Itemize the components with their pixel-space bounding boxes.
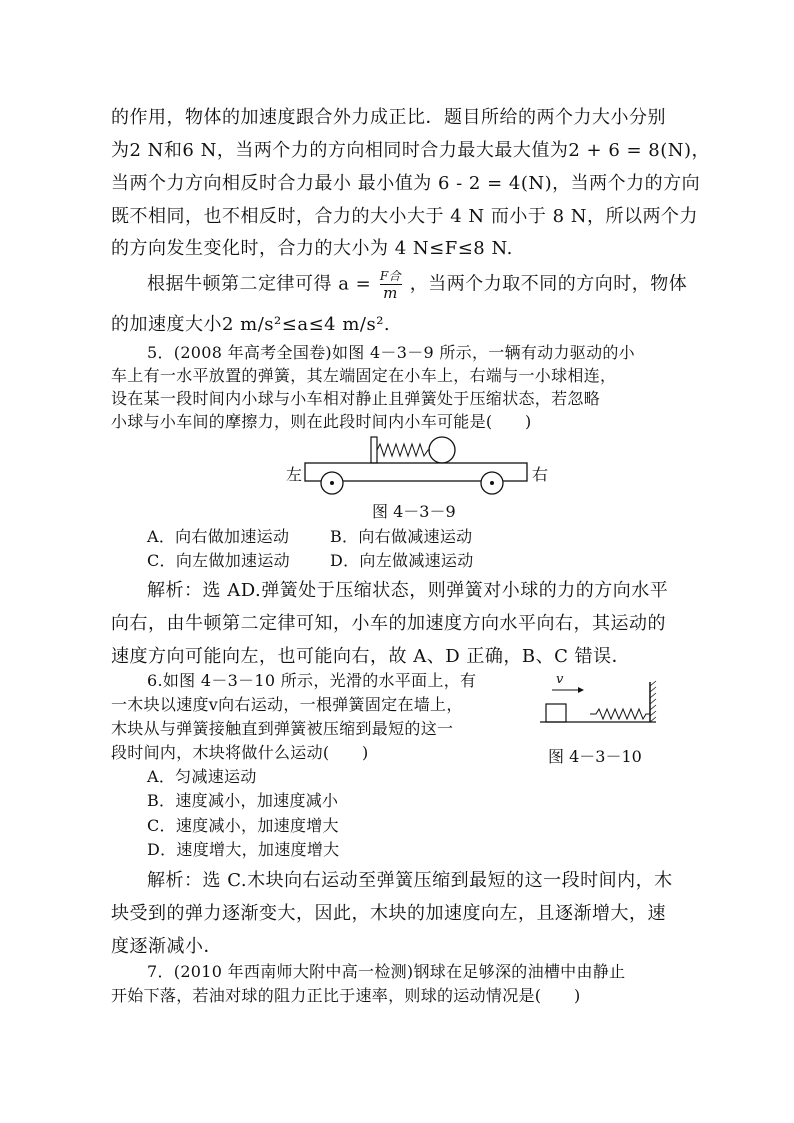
ans5-line-3: 速度方向可能向左，也可能向右，故 A、D 正确，B、C 错误． [111,646,631,667]
q6-option-a: A．匀减速运动 [147,767,257,786]
q6-line-4: 段时间内，木块将做什么运动( ) [111,743,369,762]
right-wheel-axle [490,481,494,485]
wall-hatching [650,681,656,722]
left-label: 左 [286,465,303,484]
ans6-line-2: 块受到的弹力逐渐变大，因此，木块的加速度向左，且逐渐增大，速 [111,903,666,924]
q6-line-2: 一木块以速度v向右运动，一根弹簧固定在墙上， [111,695,463,714]
ans6-line-1: 解析：选 C.木块向右运动至弹簧压缩到最短的这一段时间内，木 [147,870,673,891]
q5-option-d: D．向左做减速运动 [330,551,474,570]
figure-4-3-9 [280,432,560,502]
q7-line-1: 7．(2010 年西南师大附中高一检测)钢球在足够深的油槽中由静止 [147,962,626,981]
right-label: 右 [532,465,549,484]
q5-line-2: 车上有一水平放置的弹簧，其左端固定在小车上，右端与一小球相连， [111,366,617,385]
para2-after: ，当两个力取不同的方向时，物体 [409,273,688,295]
q6-option-d: D．速度增大，加速度增大 [147,840,340,859]
q6-line-3: 木块从与弹簧接触直到弹簧被压缩到最短的这一 [111,719,454,738]
para1-line-1: 的作用，物体的加速度跟合外力成正比．题目所给的两个力大小分别 [111,107,666,128]
ans5-line-1: 解析：选 AD.弹簧处于压缩状态，则弹簧对小球的力的方向水平 [147,580,669,601]
force-over-mass-fraction [380,268,402,301]
fraction-numerator: F合 [379,269,402,283]
figure-4-3-10-caption: 图 4－3－10 [548,747,642,766]
fraction-denominator: m [383,284,398,302]
q7-line-2: 开始下落，若油对球的阻力正比于速率，则球的运动情况是( ) [111,986,581,1005]
para1-line-3: 当两个力方向相反时合力最小 最小值为 6 - 2 = 4(N)，当两个力的方向 [111,173,701,194]
cart-spring-ball-diagram [280,432,560,502]
para2-line-2: 的加速度大小2 m/s²≤a≤4 m/s². [111,314,391,335]
q6-line-1: 6.如图 4－3－10 所示，光滑的水平面上，有 [147,671,477,690]
para1-line-4: 既不相同，也不相反时，合力的大小大于 4 N 而小于 8 N，所以两个力 [111,206,699,227]
ans5-line-2: 向右，由牛顿第二定律可知，小车的加速度方向水平向右，其运动的 [111,613,666,634]
figure-4-3-10 [540,672,666,726]
q6-option-b: B．速度减小，加速度减小 [147,791,339,810]
para2-before: 根据牛顿第二定律可得 a = [147,273,372,295]
q5-option-a: A．向右做加速运动 [147,527,290,546]
left-wheel-axle [330,481,334,485]
velocity-arrowhead-icon [578,687,584,693]
velocity-label: v [556,672,564,687]
q5-option-c: C．向左做加速运动 [147,551,290,570]
q5-option-b: B．向右做减速运动 [330,527,473,546]
spring [590,709,650,719]
para2-line-1 [147,268,687,301]
para1-line-2: 为2 N和6 N，当两个力的方向相同时合力最大最大值为2 + 6 = 8(N)， [111,140,711,161]
ball [429,437,455,463]
figure-4-3-9-caption: 图 4－3－9 [372,502,456,521]
block [546,704,566,722]
q5-line-1: 5．(2008 年高考全国卷)如图 4－3－9 所示，一辆有动力驱动的小 [147,343,635,362]
ans6-line-3: 度逐渐减小． [111,936,222,957]
q5-line-3: 设在某一段时间内小球与小车相对静止且弹簧处于压缩状态，若忽略 [111,389,601,408]
para1-line-5: 的方向发生变化时，合力的大小为 4 N≤F≤8 N. [111,238,513,259]
q6-option-c: C．速度减小，加速度增大 [147,816,339,835]
spring [377,444,430,456]
q5-line-4: 小球与小车间的摩擦力，则在此段时间内小车可能是( ) [111,412,532,431]
spring-mount [371,437,377,463]
